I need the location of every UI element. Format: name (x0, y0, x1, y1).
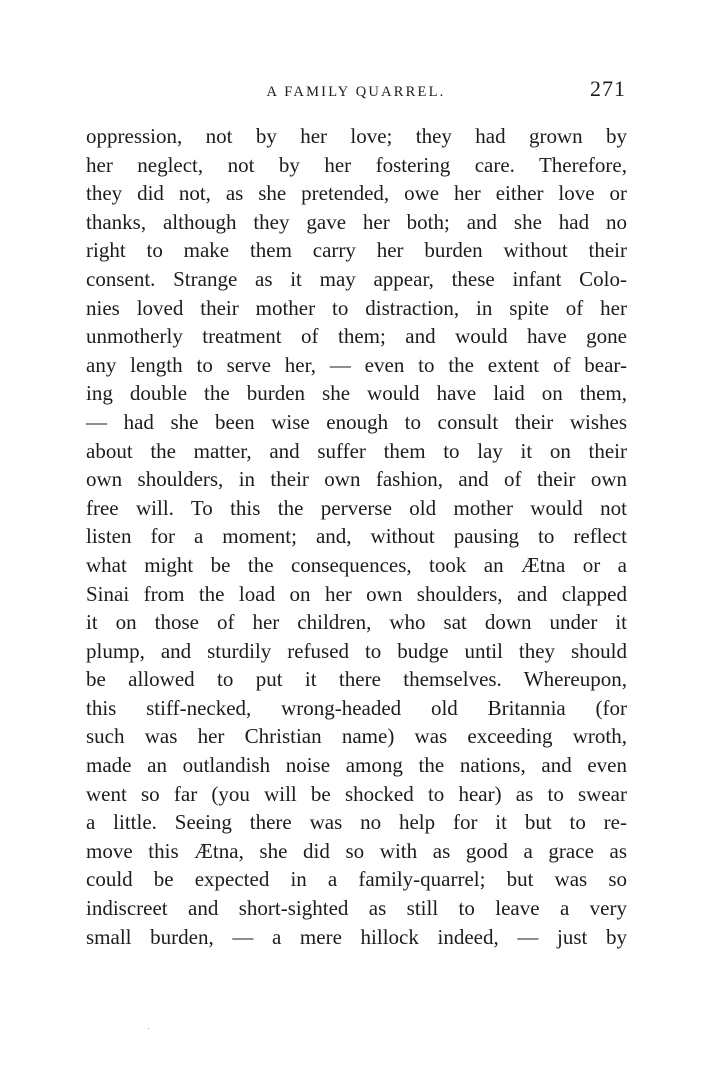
text-line: free will. To this the perverse old mother would not (86, 495, 627, 520)
text-line: they did not, as she pretended, owe her either love or (86, 181, 627, 206)
text-line: her neglect, not by her fostering care. Therefore, (86, 152, 627, 177)
text-line: any length to serve her, — even to the extent of bear- (86, 352, 627, 377)
text-line: nies loved their mother to distraction, in spite of her (86, 295, 627, 320)
text-line: what might be the consequences, took an Ætna or a (86, 552, 627, 577)
text-line: thanks, although they gave her both; and she had no (86, 209, 627, 234)
text-line: went so far (you will be shocked to hear) as to swear (86, 781, 627, 806)
text-line: Sinai from the load on her own shoulders, and clapped (86, 581, 627, 606)
text-line: indiscreet and short-sighted as still to leave a very (86, 896, 627, 921)
text-line: oppression, not by her love; they had grown by (86, 124, 627, 148)
text-line: listen for a moment; and, without pausing to reflect (86, 524, 627, 549)
text-line: such was her Christian name) was exceeding wroth, (86, 724, 627, 749)
text-line: it on those of her children, who sat down under it (86, 610, 627, 635)
text-line: ing double the burden she would have laid on them, (86, 381, 627, 406)
text-line: could be expected in a family-quarrel; but was so (86, 867, 627, 892)
body-text (86, 122, 627, 951)
text-line: made an outlandish noise among the nations, and even (86, 753, 627, 778)
text-line: unmotherly treatment of them; and would have gone (86, 324, 627, 349)
text-line: a little. Seeing there was no help for it but to re- (86, 810, 627, 835)
page-number: 271 (590, 76, 626, 101)
running-title: A FAMILY QUARREL. (266, 84, 446, 100)
text-line: — had she been wise enough to consult their wishes (86, 409, 627, 434)
text-line: right to make them carry her burden without their (86, 238, 627, 263)
text-line: be allowed to put it there themselves. Whereupon, (86, 667, 627, 692)
running-header (86, 74, 626, 106)
text-line: plump, and sturdily refused to budge until they should (86, 638, 627, 663)
text-line: own shoulders, in their own fashion, and of their own (86, 467, 627, 492)
paper-speck (148, 1028, 149, 1029)
text-line: this stiff-necked, wrong-headed old Britannia (for (86, 695, 627, 720)
text-line: about the matter, and suffer them to lay it on their (86, 438, 627, 463)
text-line: move this Ætna, she did so with as good a grace as (86, 838, 627, 863)
text-line: small burden, — a mere hillock indeed, — just by (86, 924, 627, 949)
text-line: consent. Strange as it may appear, these infant Colo- (86, 266, 627, 291)
